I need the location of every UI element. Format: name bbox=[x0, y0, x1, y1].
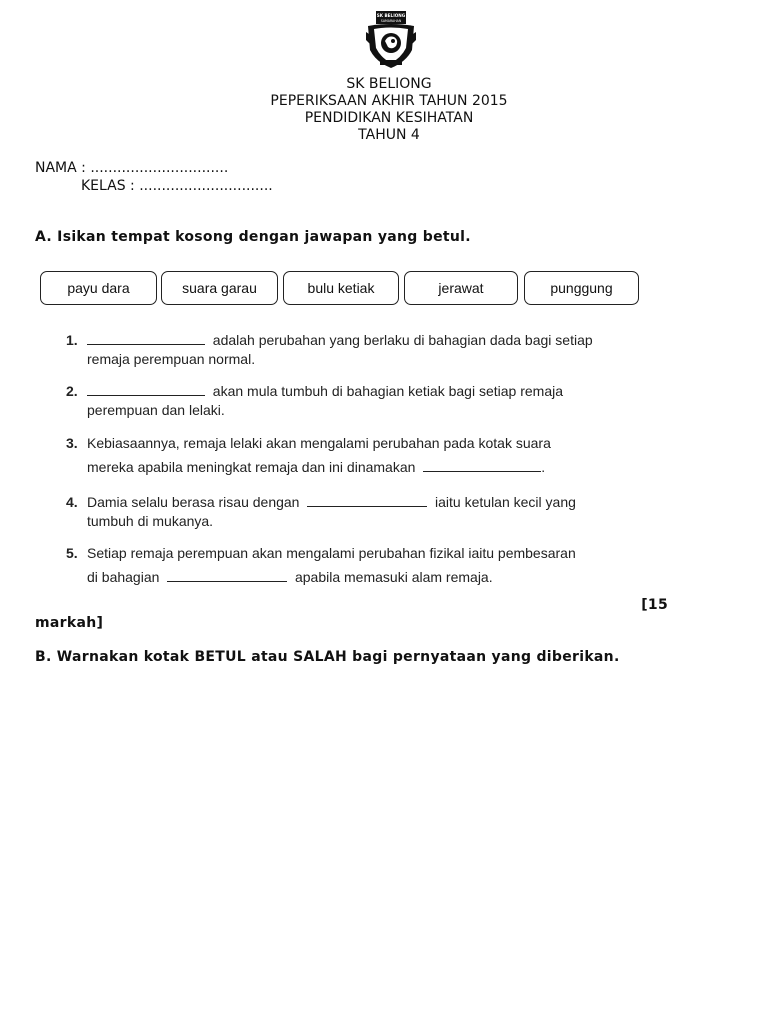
answer-blank[interactable] bbox=[423, 461, 541, 472]
question-text: di bahagian bbox=[87, 569, 160, 585]
question-text: tumbuh di mukanya. bbox=[87, 513, 214, 529]
name-field[interactable]: NAMA : ............................... bbox=[35, 160, 229, 176]
question-number: 1. bbox=[66, 332, 78, 348]
answer-blank[interactable] bbox=[87, 334, 205, 345]
school-name: SK BELIONG bbox=[346, 76, 432, 92]
exam-title: PEPERIKSAAN AKHIR TAHUN 2015 bbox=[270, 93, 508, 109]
answer-blank[interactable] bbox=[307, 496, 427, 507]
question-text: iaitu ketulan kecil yang bbox=[435, 494, 576, 510]
word-bank-item: bulu ketiak bbox=[283, 271, 399, 305]
section-a-title: A. Isikan tempat kosong dengan jawapan yang betul. bbox=[35, 229, 471, 245]
school-crest-icon bbox=[366, 10, 416, 70]
question-text: Setiap remaja perempuan akan mengalami perubahan fizikal iaitu pembesaran bbox=[87, 545, 576, 561]
word-bank-item: punggung bbox=[524, 271, 639, 305]
word-bank-item: jerawat bbox=[404, 271, 518, 305]
question-text: apabila memasuki alam remaja. bbox=[294, 569, 493, 585]
class-field[interactable]: KELAS : .............................. bbox=[81, 178, 273, 194]
question-text: perempuan dan lelaki. bbox=[87, 402, 225, 418]
year-title: TAHUN 4 bbox=[358, 127, 420, 143]
question-text: adalah perubahan yang berlaku di bahagian dada bagi setiap bbox=[212, 332, 593, 348]
crest-label-sub: SAMARAHAN bbox=[380, 19, 402, 23]
question-number: 4. bbox=[66, 494, 78, 510]
marks-label: [15 bbox=[641, 597, 668, 613]
question-number: 2. bbox=[66, 383, 78, 399]
question-number: 5. bbox=[66, 545, 78, 561]
question-text: remaja perempuan normal. bbox=[87, 351, 256, 367]
question-text: Damia selalu berasa risau dengan bbox=[87, 494, 300, 510]
answer-blank[interactable] bbox=[87, 385, 205, 396]
question-number: 3. bbox=[66, 435, 78, 451]
crest-label-top: SK BELIONG bbox=[376, 13, 406, 18]
word-bank-item: payu dara bbox=[40, 271, 157, 305]
word-bank-item: suara garau bbox=[161, 271, 278, 305]
question-text: akan mula tumbuh di bahagian ketiak bagi setiap remaja bbox=[212, 383, 563, 399]
section-b-title: B. Warnakan kotak BETUL atau SALAH bagi pernyataan yang diberikan. bbox=[35, 649, 620, 665]
exam-header bbox=[0, 76, 768, 144]
answer-blank[interactable] bbox=[167, 571, 287, 582]
question-text: . bbox=[541, 459, 546, 475]
marks-label: markah] bbox=[35, 615, 104, 631]
question-text: Kebiasaannya, remaja lelaki akan mengalami perubahan pada kotak suara bbox=[87, 435, 551, 451]
question-text: mereka apabila meningkat remaja dan ini dinamakan bbox=[87, 459, 416, 475]
subject-title: PENDIDIKAN KESIHATAN bbox=[304, 110, 474, 126]
